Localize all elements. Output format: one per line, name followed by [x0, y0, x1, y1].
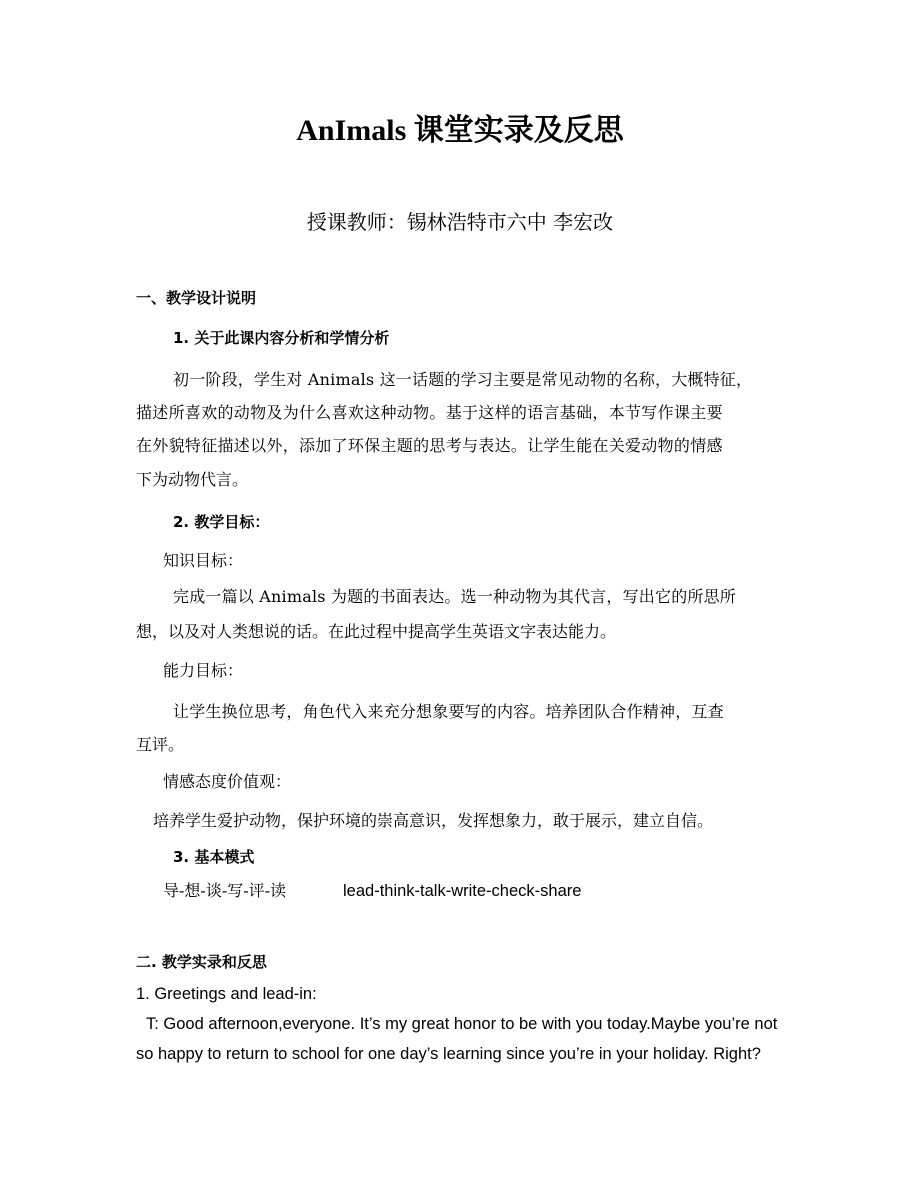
paragraph-line: 完成一篇以 Animals 为题的书面表达。选一种动物为其代言，写出它的所思所	[173, 587, 736, 606]
item-heading: 1. Greetings and lead-in:	[136, 985, 317, 1003]
paragraph-line: so happy to return to school for one day’s learning since you’re in your holiday. Right?	[136, 1045, 761, 1063]
paragraph-line: 描述所喜欢的动物及为什么喜欢这种动物。基于这样的语言基础，本节写作课主要	[136, 403, 723, 422]
paragraph-line: T: Good afternoon,everyone. It’s my great honor to be with you today.Maybe you’re not	[146, 1015, 778, 1033]
subsection-heading: 1. 关于此课内容分析和学情分析	[173, 329, 390, 347]
paragraph-line: 互评。	[136, 735, 185, 754]
mode-english: lead-think-talk-write-check-share	[343, 882, 582, 900]
document-title: AnImals 课堂实录及反思	[296, 114, 624, 147]
paragraph-line: 在外貌特征描述以外，添加了环保主题的思考与表达。让学生能在关爱动物的情感	[136, 436, 723, 455]
document-subtitle: 授课教师：锡林浩特市六中 李宏改	[306, 210, 614, 234]
goal-label: 知识目标：	[163, 551, 244, 570]
subsection-heading: 3. 基本模式	[173, 848, 255, 866]
goal-label: 能力目标：	[163, 661, 244, 680]
section-heading: 一、教学设计说明	[136, 289, 257, 307]
goal-label: 情感态度价值观：	[163, 772, 292, 791]
subsection-heading: 2. 教学目标：	[173, 513, 270, 531]
paragraph-line: 初一阶段，学生对 Animals 这一话题的学习主要是常见动物的名称，大概特征，	[173, 370, 753, 389]
mode-chinese: 导-想-谈-写-评-读	[163, 881, 287, 900]
paragraph-line: 培养学生爱护动物，保护环境的崇高意识，发挥想象力，敢于展示，建立自信。	[153, 811, 714, 830]
paragraph-line: 让学生换位思考，角色代入来充分想象要写的内容。培养团队合作精神，互查	[173, 702, 724, 721]
section-heading: 二. 教学实录和反思	[136, 953, 267, 971]
paragraph-line: 想，以及对人类想说的话。在此过程中提高学生英语文字表达能力。	[136, 622, 617, 641]
paragraph-line: 下为动物代言。	[136, 470, 249, 489]
